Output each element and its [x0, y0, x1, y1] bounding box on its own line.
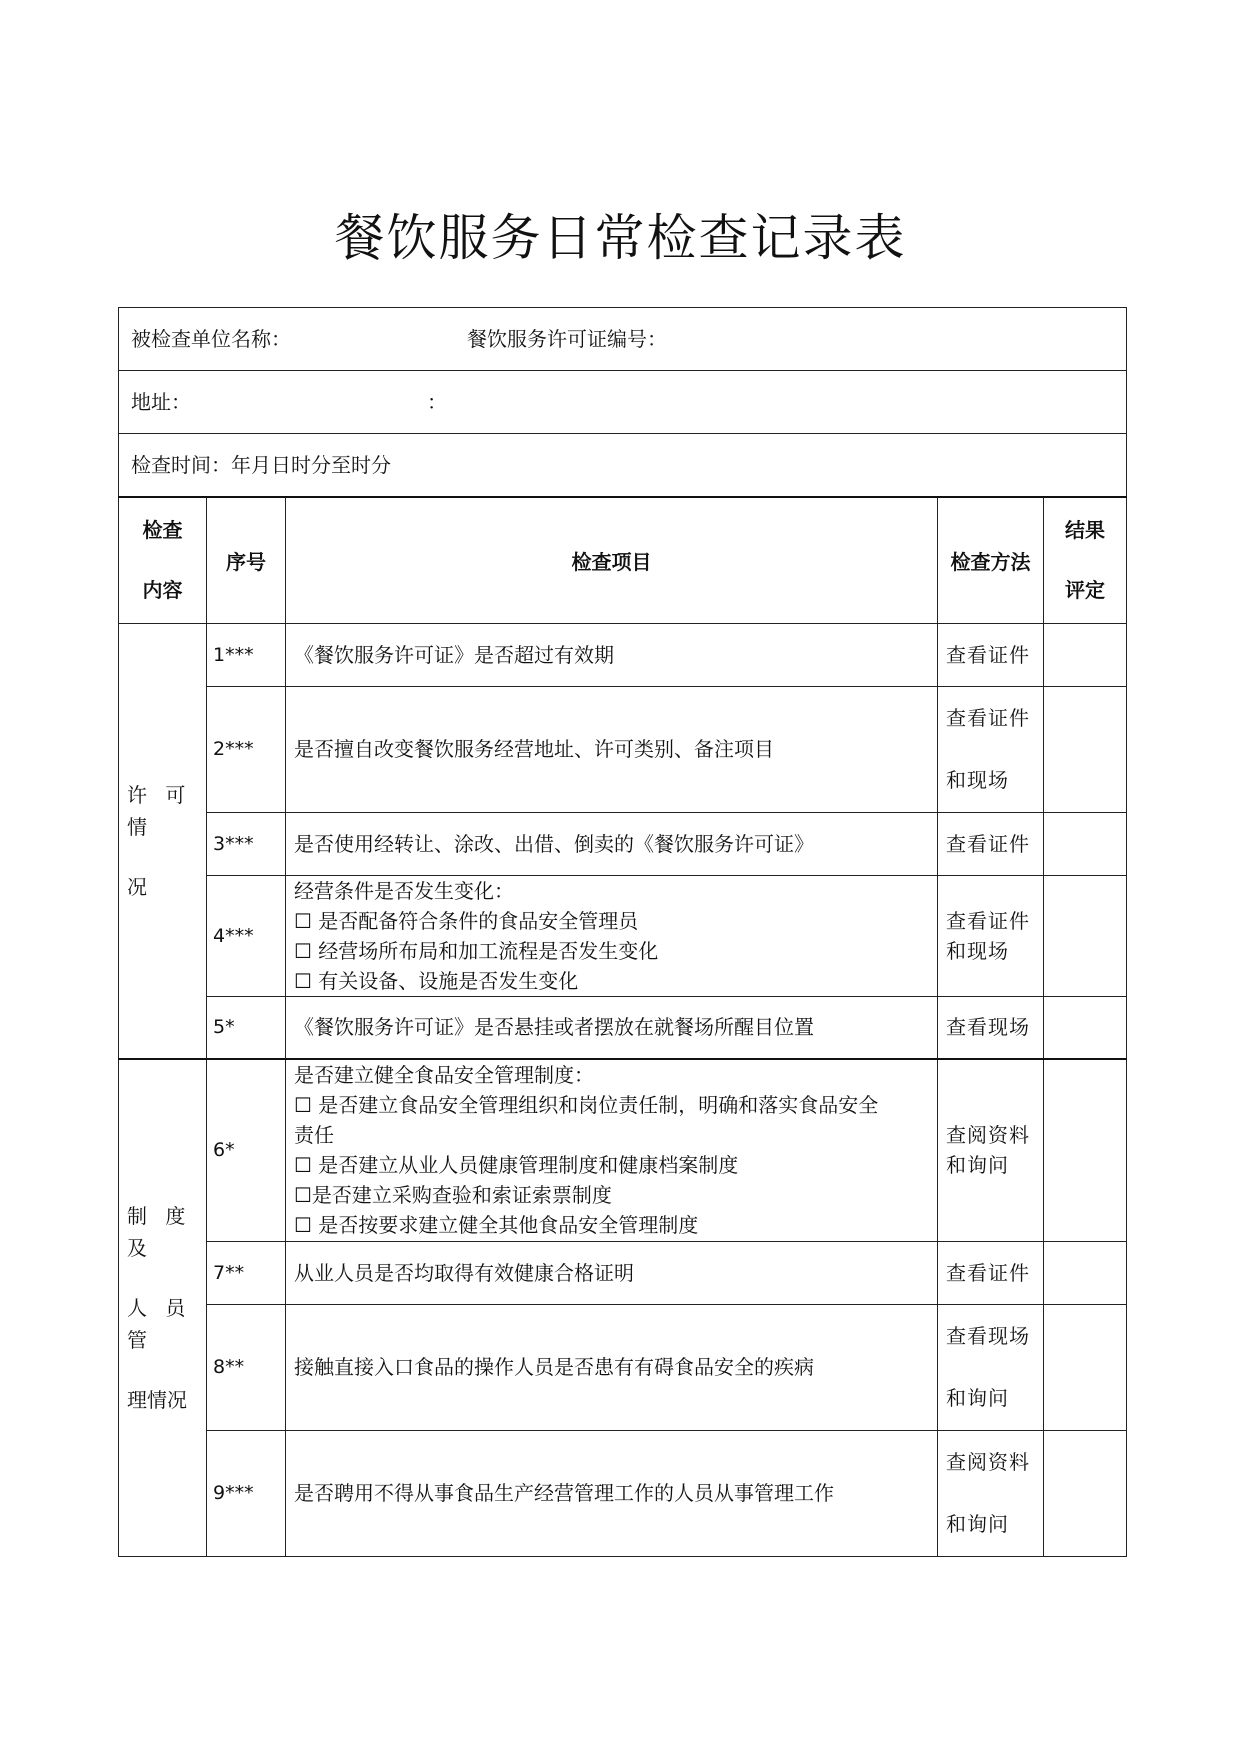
result-cell[interactable]	[1044, 623, 1127, 686]
unit-cell	[119, 308, 1127, 371]
checkbox-item[interactable]: ☐ 是否建立食品安全管理组织和岗位责任制，明确和落实食品安全	[294, 1093, 879, 1118]
item-cell: 从业人员是否均取得有效健康合格证明	[286, 1241, 938, 1304]
time-cell: 检查时间：年月日时分至时分	[119, 434, 1127, 498]
checkbox-item[interactable]: ☐ 经营场所布局和加工流程是否发生变化	[294, 938, 659, 963]
method-cell: 查看证件	[938, 1241, 1044, 1304]
category-cell	[119, 1059, 207, 1556]
seq-cell: 8**	[207, 1304, 286, 1430]
method-line: 查阅资料	[946, 1123, 1030, 1148]
table-row	[119, 996, 1127, 1059]
method-cell: 查看证件	[938, 812, 1044, 875]
checkbox-item[interactable]: ☐ 有关设备、设施是否发生变化	[294, 968, 579, 993]
method-line: 和询问	[946, 1512, 1009, 1536]
category-line: 制 度 及	[127, 1203, 192, 1260]
header-result	[1044, 497, 1127, 623]
header-method: 检查方法	[938, 497, 1044, 623]
method-cell	[938, 1059, 1044, 1241]
header-row	[119, 497, 1127, 623]
page-title: 餐饮服务日常检查记录表	[334, 209, 907, 267]
category-cell	[119, 623, 207, 1059]
table-row	[119, 686, 1127, 812]
seq-cell: 5*	[207, 996, 286, 1059]
method-line: 和询问	[946, 1153, 1009, 1178]
item-cell	[286, 875, 938, 996]
method-cell: 查看证件	[938, 623, 1044, 686]
method-cell	[938, 686, 1044, 812]
result-cell[interactable]	[1044, 1430, 1127, 1556]
header-content	[119, 497, 207, 623]
result-cell[interactable]	[1044, 875, 1127, 996]
checkbox-item[interactable]: ☐ 是否按要求建立健全其他食品安全管理制度	[294, 1213, 699, 1238]
method-line: 查看现场	[946, 1324, 1030, 1348]
result-cell[interactable]	[1044, 686, 1127, 812]
method-line: 查看证件	[946, 706, 1030, 730]
checkbox-item[interactable]: ☐是否建立采购查验和索证索票制度	[294, 1183, 612, 1208]
method-line: 查看证件	[946, 908, 1030, 933]
item-line: 经营条件是否发生变化：	[294, 878, 514, 903]
item-cell: 是否擅自改变餐饮服务经营地址、许可类别、备注项目	[286, 686, 938, 812]
address-label: 地址：	[131, 390, 191, 414]
result-cell[interactable]	[1044, 812, 1127, 875]
table-row	[119, 1241, 1127, 1304]
category-line: 理情况	[127, 1387, 187, 1412]
item-cell: 是否聘用不得从事食品生产经营管理工作的人员从事管理工作	[286, 1430, 938, 1556]
inspection-table	[118, 307, 1127, 1557]
method-cell	[938, 1430, 1044, 1556]
seq-cell: 6*	[207, 1059, 286, 1241]
item-cell: 《餐饮服务许可证》是否超过有效期	[286, 623, 938, 686]
header-result-line1: 结果	[1065, 518, 1105, 543]
table-row	[119, 1059, 1127, 1241]
item-cell: 《餐饮服务许可证》是否悬挂或者摆放在就餐场所醒目位置	[286, 996, 938, 1059]
info-row-time	[119, 434, 1127, 498]
category-line: 许 可 情	[127, 782, 192, 839]
item-cell	[286, 1059, 938, 1241]
method-line: 和现场	[946, 938, 1009, 963]
seq-cell: 3***	[207, 812, 286, 875]
method-line: 和询问	[946, 1386, 1009, 1410]
method-cell	[938, 875, 1044, 996]
table-row	[119, 1304, 1127, 1430]
seq-cell: 1***	[207, 623, 286, 686]
table-row	[119, 1430, 1127, 1556]
header-seq: 序号	[207, 497, 286, 623]
table-row	[119, 812, 1127, 875]
result-cell[interactable]	[1044, 996, 1127, 1059]
seq-cell: 4***	[207, 875, 286, 996]
category-line: 人 员 管	[127, 1295, 192, 1352]
item-line: 责任	[294, 1123, 334, 1148]
info-row-unit	[119, 308, 1127, 371]
header-content-line2: 内容	[142, 578, 183, 603]
address-colon: ：	[427, 390, 447, 414]
header-content-line1: 检查	[142, 518, 183, 543]
method-line: 查阅资料	[946, 1450, 1030, 1474]
seq-cell: 7**	[207, 1241, 286, 1304]
table-row	[119, 623, 1127, 686]
item-cell: 接触直接入口食品的操作人员是否患有有碍食品安全的疾病	[286, 1304, 938, 1430]
unit-label: 被检查单位名称：	[131, 327, 291, 351]
table-row	[119, 875, 1127, 996]
info-row-address	[119, 371, 1127, 434]
address-cell	[119, 371, 1127, 434]
method-cell	[938, 1304, 1044, 1430]
header-result-line2: 评定	[1065, 578, 1105, 603]
seq-cell: 9***	[207, 1430, 286, 1556]
checkbox-item[interactable]: ☐ 是否配备符合条件的食品安全管理员	[294, 908, 639, 933]
item-line: 是否建立健全食品安全管理制度：	[294, 1063, 594, 1088]
result-cell[interactable]	[1044, 1059, 1127, 1241]
category-line: 况	[127, 874, 153, 899]
seq-cell: 2***	[207, 686, 286, 812]
result-cell[interactable]	[1044, 1304, 1127, 1430]
license-label: 餐饮服务许可证编号：	[467, 327, 667, 351]
result-cell[interactable]	[1044, 1241, 1127, 1304]
item-cell: 是否使用经转让、涂改、出借、倒卖的《餐饮服务许可证》	[286, 812, 938, 875]
checkbox-item[interactable]: ☐ 是否建立从业人员健康管理制度和健康档案制度	[294, 1153, 739, 1178]
header-item: 检查项目	[286, 497, 938, 623]
method-cell: 查看现场	[938, 996, 1044, 1059]
method-line: 和现场	[946, 768, 1009, 792]
